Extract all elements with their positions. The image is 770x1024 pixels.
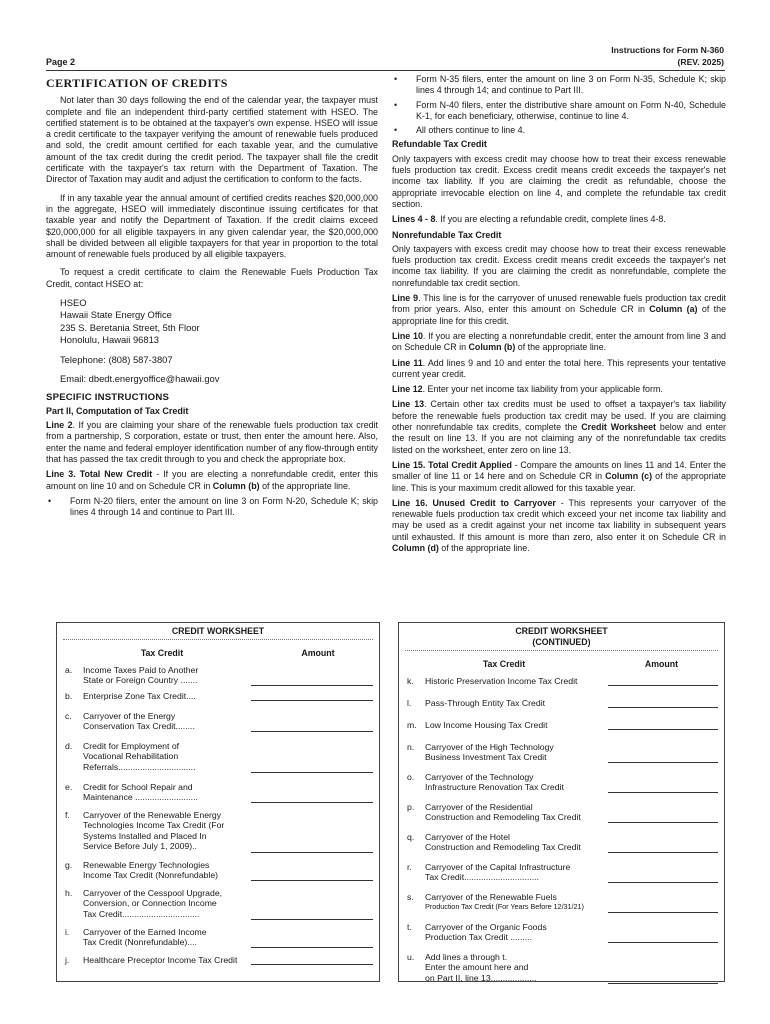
bullet-n35: • Form N-35 filers, enter the amount on line 3 on Form N-35, Schedule K; skip lines 4 through 14; and continue to Part III. [394, 74, 726, 96]
amount-field[interactable] [251, 802, 373, 803]
line10-instruction: Line 10. If you are electing a nonrefundable credit, enter the amount from line 3 and on Schedule CR in Column (b) of the appropriate line. [392, 330, 726, 353]
row-label: Renewable Energy Technologies Income Tax Credit (Nonrefundable) [83, 859, 219, 880]
amount-field[interactable] [251, 947, 373, 948]
hseo-address [46, 297, 378, 385]
worksheet-row [57, 888, 379, 920]
amount-field[interactable] [608, 729, 718, 730]
tax-credit-header: Tax Credit [482, 659, 526, 669]
row-letter: m. [407, 719, 417, 730]
amount-field[interactable] [608, 707, 718, 708]
row-letter: a. [65, 664, 73, 675]
line9-instruction: Line 9. This line is for the carryover of unused renewable fuels production tax credit from prior years. Also, enter this amount on Schedule CR in Column (a) of the appropriate line for this credit. [392, 293, 726, 326]
part2-title: Part II, Computation of Tax Credit [46, 405, 189, 416]
row-label: Income Taxes Paid to Another State or Foreign Country ....... [83, 664, 199, 685]
worksheet-title-rule [405, 650, 718, 651]
amount-field[interactable] [608, 983, 718, 984]
row-label: Credit for Employment of Vocational Rehabilitation Referrals................................ [83, 740, 196, 772]
amount-header: Amount [301, 648, 335, 658]
certification-title: CERTIFICATION OF CREDITS [46, 76, 228, 90]
amount-field[interactable] [251, 852, 373, 853]
row-letter: s. [407, 891, 414, 902]
lines4-8-instruction: Lines 4 - 8. If you are electing a refundable credit, complete lines 4-8. [392, 214, 666, 225]
worksheet-row [399, 742, 724, 763]
row-letter: e. [65, 781, 73, 792]
row-label: Pass-Through Entity Tax Credit [425, 697, 546, 708]
certification-paragraph-2: If in any taxable year the annual amount of certified credits reaches $20,000,000 in the aggregate, HSEO will immediately discontinue issuing certificates for that taxable year and notify the Department of Taxation. If the credit claims exceed $20,000,000 for all eligible taxpayers in any given calendar year, the $20,000,000 shall be divided between all eligible taxpayers for that year in proportion to the total amount of renewable fuels produced by all eligible taxpayers. [46, 192, 378, 260]
hseo-email: Email: dbedt.energyoffice@hawaii.gov [60, 373, 220, 385]
row-label: Carryover of the Renewable Energy Technologies Income Tax Credit (For Systems Installed and Placed In Service Before July 1, 2009).. [83, 809, 225, 851]
row-label: Carryover of the Capital Infrastructure Tax Credit............................... [425, 861, 571, 882]
row-label: Add lines a through t. Enter the amount here and on Part II, line 13................... [425, 951, 537, 983]
row-label: Carryover of the Earned Income Tax Credit (Nonrefundable).... [83, 926, 207, 947]
form-header [611, 44, 724, 68]
refundable-title: Refundable Tax Credit [392, 139, 487, 150]
worksheet-column-headers [399, 659, 724, 670]
page-number: Page 2 [46, 57, 76, 67]
worksheet-row [399, 772, 724, 793]
row-letter: d. [65, 740, 73, 751]
certification-paragraph-3: To request a credit certificate to claim the Renewable Fuels Production Tax Credit, contact HSEO at: [46, 267, 378, 289]
row-label: Low Income Housing Tax Credit [425, 719, 548, 730]
nonrefundable-text: Only taxpayers with excess credit may choose how to treat their excess renewable fuels production tax credit. Excess credit means credit exceeds the taxpayer's net income tax liability. If you are claiming the credit as nonrefundable, complete the nonrefundable tax credit section. [392, 243, 726, 288]
amount-field[interactable] [608, 882, 718, 883]
amount-field[interactable] [251, 880, 373, 881]
bullet-n20: • Form N-20 filers, enter the amount on line 3 on Form N-20, Schedule K; skip lines 4 through 14 and continue to Part III. [48, 495, 378, 518]
amount-field[interactable] [251, 919, 373, 920]
worksheet-row [399, 892, 724, 913]
refundable-text: Only taxpayers with excess credit may choose how to treat their excess renewable fuels production tax credit. Excess credit means credit exceeds the taxpayer's net income tax liability. If you are claiming the credit as refundable, choose the appropriate irrevocable election on line 4, and complete the refundable tax credit section. [392, 153, 726, 209]
row-label: Carryover of the Technology Infrastructure Renovation Tax Credit [425, 771, 564, 792]
worksheet-row [399, 698, 724, 709]
row-label: Carryover of the Renewable Fuels [425, 891, 557, 902]
row-label: Enterprise Zone Tax Credit.... [83, 690, 196, 701]
worksheet-row [399, 952, 724, 984]
amount-field[interactable] [251, 731, 373, 732]
worksheet-subtitle: (CONTINUED) [532, 637, 591, 647]
row-letter: k. [407, 675, 414, 686]
row-label: Carryover of the Energy Conservation Tax Credit........ [83, 710, 195, 731]
credit-worksheet-continued [398, 622, 725, 982]
row-letter: q. [407, 831, 415, 842]
row-letter: t. [407, 921, 412, 932]
worksheet-title: CREDIT WORKSHEET [171, 626, 265, 636]
amount-field[interactable] [608, 792, 718, 793]
row-label: Carryover of the High Technology Business Investment Tax Credit [425, 741, 554, 762]
worksheet-row [57, 927, 379, 948]
nonrefundable-title: Nonrefundable Tax Credit [392, 229, 502, 240]
worksheet-row [57, 665, 379, 686]
bullet-n40: • Form N-40 filers, enter the distributive share amount on Form N-40, Schedule K-1, for each beneficiary, otherwise, continue to line 4. [394, 99, 726, 121]
worksheet-row [399, 676, 724, 687]
line11-instruction: Line 11. Add lines 9 and 10 and enter the total here. This represents your tentative current year credit. [392, 357, 726, 379]
amount-field[interactable] [251, 772, 373, 773]
amount-field[interactable] [608, 762, 718, 763]
worksheet-row [57, 955, 379, 966]
right-column [392, 74, 726, 558]
row-label: Historic Preservation Income Tax Credit [425, 675, 578, 686]
address-line-2: Hawaii State Energy Office [60, 309, 172, 321]
line3-instruction: Line 3. Total New Credit - If you are electing a nonrefundable credit, enter this amount on line 10 and on Schedule CR in Column (b) of the appropriate line. [46, 469, 378, 491]
worksheet-title-text: CREDIT WORKSHEET [515, 626, 608, 636]
worksheet-row [399, 862, 724, 883]
credit-worksheet [56, 622, 380, 982]
worksheet-title [399, 623, 724, 648]
row-letter: c. [65, 710, 72, 721]
row-letter: j. [65, 954, 70, 965]
row-letter: o. [407, 771, 415, 782]
certification-paragraph-1: Not later than 30 days following the end of the calendar year, the taxpayer must complete and file an independent third-party certified statement with HSEO. The certified statement is to be obtained at the taxpayer's own expense. HSEO will issue a credit certificate to the taxpayer verifying the amount of renewable fuels produced and sold, the credit amount certified for each taxable year, and the cumulative amount of the tax credit during the credit period. The taxpayer shall file the credit certificate with the taxpayer's tax return with the Department of Taxation. The Director of Taxation may audit and adjust the certification to conform to the facts. [46, 95, 378, 185]
hseo-phone: Telephone: (808) 587-3807 [60, 353, 173, 365]
worksheet-row [399, 720, 724, 731]
bullet-others: • All others continue to line 4. [394, 125, 526, 136]
row-letter: n. [407, 741, 415, 752]
row-letter: l. [407, 697, 412, 708]
line12-instruction: Line 12. Enter your net income tax liability from your applicable form. [392, 384, 663, 395]
row-letter: i. [65, 926, 70, 937]
row-letter: f. [65, 809, 70, 820]
row-letter: b. [65, 690, 73, 701]
specific-instructions-title: SPECIFIC INSTRUCTIONS [46, 392, 170, 404]
worksheet-row [57, 741, 379, 773]
row-label: Carryover of the Organic Foods Production Tax Credit ......... [425, 921, 547, 942]
bullet-icon: • [394, 74, 398, 84]
amount-field[interactable] [608, 822, 718, 823]
row-letter: r. [407, 861, 412, 872]
line2-instruction: Line 2. If you are claiming your share of the renewable fuels production tax credit from a partnership, S corporation, estate or trust, then enter the amount here. Also, enter the name and federal employer identification number of any flow-through entity that has passed the tax credit through to you and check the appropriate box. [46, 420, 379, 464]
line16-instruction: Line 16. Unused Credit to Carryover - This represents your carryover of the renewable fuels production tax credit which exceed your net income tax liability and may be used as a credit against your net income tax liability in subsequent years until exhausted. If this amount is more than zero, also enter it on Schedule CR in Column (d) of the appropriate line. [392, 497, 726, 553]
bullet-icon: • [394, 99, 398, 110]
worksheet-row [57, 711, 379, 732]
amount-field[interactable] [608, 685, 718, 686]
amount-field[interactable] [251, 964, 373, 965]
amount-header: Amount [644, 659, 679, 669]
bullet-icon: • [394, 125, 398, 136]
worksheet-row [57, 782, 379, 803]
amount-field[interactable] [608, 942, 718, 943]
row-label: Carryover of the Hotel Construction and Remodeling Tax Credit [425, 831, 581, 852]
amount-field[interactable] [608, 912, 718, 913]
worksheet-row [57, 810, 379, 852]
row-label: Healthcare Preceptor Income Tax Credit [83, 954, 238, 965]
worksheet-row [399, 832, 724, 853]
worksheet-row [399, 802, 724, 823]
tax-credit-header: Tax Credit [140, 648, 184, 658]
line15-instruction: Line 15. Total Credit Applied - Compare the amounts on lines 11 and 14. Enter the smaller of line 11 or 14 here and on Schedule CR in Column (c) of the appropriate line. This is your maximum credit allowed for this taxable year. [392, 459, 726, 493]
worksheet-row [399, 922, 724, 943]
amount-field[interactable] [251, 700, 373, 701]
amount-field[interactable] [608, 852, 718, 853]
row-letter: u. [407, 951, 415, 962]
worksheet-column-headers [57, 648, 379, 659]
address-line-3: 235 S. Beretania Street, 5th Floor [60, 321, 200, 333]
row-label-wrap [425, 892, 615, 913]
form-title: Instructions for Form N-360 [611, 45, 724, 55]
form-revision: (REV. 2025) [677, 57, 724, 67]
row-label: Credit for School Repair and Maintenance .......................... [83, 781, 198, 802]
left-column [46, 74, 378, 521]
row-letter: h. [65, 887, 73, 898]
worksheet-title-rule [63, 639, 373, 640]
address-line-1: HSEO [60, 297, 87, 309]
header-rule [46, 70, 725, 71]
worksheet-row [57, 691, 379, 702]
bullet-icon: • [48, 495, 52, 506]
row-label-small: Production Tax Credit (For Years Before 12/31/21) [425, 902, 584, 911]
amount-field[interactable] [251, 685, 373, 686]
line13-instruction: Line 13. Certain other tax credits must be used to offset a taxpayer's tax liability before the renewable fuels production tax credit may be used. If you are claiming other nonrefundable tax credits, complete the Credit Worksheet below and enter the result on line 13. If you are not claiming any of the nonrefundable tax credits listed on the worksheet, enter zero on line 13. [392, 399, 726, 455]
worksheet-row [57, 860, 379, 881]
address-line-4: Honolulu, Hawaii 96813 [60, 334, 160, 346]
row-letter: p. [407, 801, 415, 812]
row-label: Carryover of the Cesspool Upgrade, Conversion, or Connection Income Tax Credit................................ [83, 887, 223, 919]
row-letter: g. [65, 859, 73, 870]
row-label: Carryover of the Residential Construction and Remodeling Tax Credit [425, 801, 581, 822]
